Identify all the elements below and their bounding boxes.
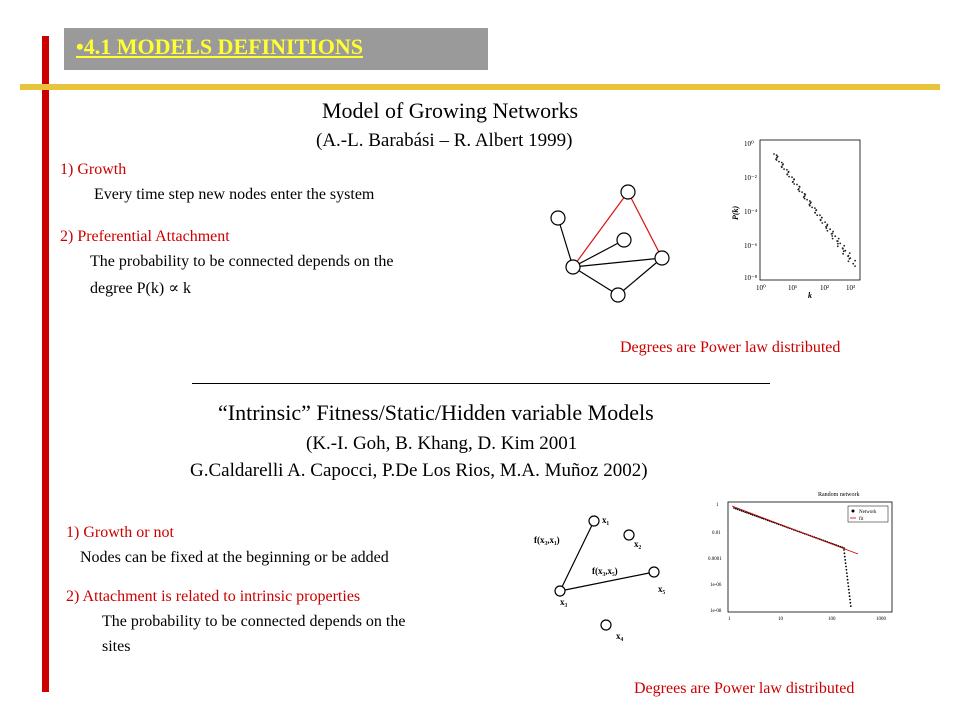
data-point: [848, 585, 850, 587]
xtick: 10⁰: [756, 284, 766, 292]
data-point: [847, 579, 849, 581]
node-label: x₁: [602, 515, 610, 525]
data-point: [850, 602, 852, 604]
data-point: [843, 549, 845, 551]
data-point: [844, 552, 846, 554]
data-point: [799, 190, 801, 192]
plot1-ylabel: P(k): [731, 205, 740, 220]
data-point: [837, 245, 839, 247]
data-point: [821, 222, 823, 224]
ytick: 1e-08: [710, 609, 722, 614]
data-point: [783, 168, 785, 170]
data-point: [806, 199, 808, 201]
node: [624, 530, 634, 540]
data-point: [849, 252, 851, 254]
section1-item1-heading: 1) Growth: [60, 161, 127, 178]
legend-entry: Network: [859, 510, 877, 515]
data-point: [786, 169, 788, 171]
data-point: [847, 582, 849, 584]
data-point: [842, 253, 844, 255]
data-point: [786, 174, 788, 176]
node: [551, 211, 565, 225]
legend-entry: fit: [859, 517, 864, 522]
data-point: [848, 260, 850, 262]
data-point: [852, 263, 854, 265]
data-point: [837, 243, 839, 245]
ytick: 10⁻⁸: [744, 274, 758, 282]
node: [655, 251, 669, 265]
section1-item2-text-line1: The probability to be connected depends on the: [90, 253, 394, 270]
data-point: [782, 164, 784, 166]
section2-authors-line2: G.Caldarelli A. Capocci, P.De Los Rios, M.A. Muñoz 2002): [190, 460, 648, 481]
data-point: [824, 221, 826, 223]
data-point: [827, 230, 829, 232]
node-label: x₄: [616, 631, 624, 641]
data-point: [844, 559, 846, 561]
data-point: [781, 162, 783, 164]
section2-item2-text-line1: The probability to be connected depends on the: [102, 613, 406, 630]
data-point: [854, 260, 856, 262]
node-label: x₅: [658, 584, 666, 594]
data-point: [836, 240, 838, 242]
data-point: [848, 589, 850, 591]
data-point: [776, 157, 778, 159]
data-point: [832, 231, 834, 233]
node: [621, 185, 635, 199]
data-point: [799, 186, 801, 188]
data-point: [843, 245, 845, 247]
data-point: [845, 566, 847, 568]
data-point: [834, 235, 836, 237]
data-point: [791, 176, 793, 178]
data-point: [809, 205, 811, 207]
section2-item2-heading: 2) Attachment is related to intrinsic properties: [66, 588, 361, 605]
ytick: 0.0001: [708, 557, 722, 562]
data-point: [849, 599, 851, 601]
section2-authors-line1: (K.-I. Goh, B. Khang, D. Kim 2001: [306, 433, 578, 454]
data-point: [815, 210, 817, 212]
ytick: 10⁻⁶: [744, 242, 758, 250]
section2-item1-text: Nodes can be fixed at the beginning or be added: [80, 549, 389, 566]
data-point: [846, 572, 848, 574]
data-point: [793, 183, 795, 185]
data-point: [831, 235, 833, 237]
node-label: x₃: [560, 597, 568, 607]
data-point: [792, 181, 794, 183]
xtick: 1000: [876, 617, 886, 622]
data-point: [804, 194, 806, 196]
node: [617, 233, 631, 247]
data-point: [776, 159, 778, 161]
node: [589, 516, 599, 526]
data-point: [781, 166, 783, 168]
data-point: [845, 562, 847, 564]
data-point: [804, 198, 806, 200]
node-label: x₂: [634, 539, 642, 549]
data-point: [801, 191, 803, 193]
section2-item1-heading: 1) Growth or not: [66, 524, 174, 541]
slide-title: •4.1 MODELS DEFINITIONS: [76, 34, 364, 59]
xtick: 1: [728, 617, 731, 622]
header-rule: [20, 84, 940, 90]
section1-authors: (A.-L. Barabási – R. Albert 1999): [316, 130, 573, 151]
data-point: [831, 233, 833, 235]
data-point: [814, 212, 816, 214]
network-diagram-2: [530, 508, 690, 648]
ytick: 0.01: [712, 531, 721, 536]
data-point: [773, 153, 775, 155]
power-law-plot-1: [730, 132, 870, 302]
section1-item1-text: Every time step new nodes enter the system: [94, 186, 375, 203]
data-point: [793, 179, 795, 181]
section2-title: “Intrinsic” Fitness/Static/Hidden variable Models: [218, 400, 654, 425]
data-point: [796, 184, 798, 186]
node: [611, 288, 625, 302]
node: [649, 567, 659, 577]
section2-item2-text-line2: sites: [102, 638, 131, 655]
ytick: 1: [716, 503, 719, 508]
xtick: 10²: [820, 284, 830, 292]
plot2-title: Random network: [818, 492, 860, 498]
data-point: [820, 219, 822, 221]
ytick: 10⁰: [744, 140, 754, 148]
xtick: 10: [778, 617, 783, 622]
section1-caption: Degrees are Power law distributed: [620, 339, 841, 356]
plot1-xlabel: k: [808, 291, 812, 300]
data-point: [811, 207, 813, 209]
data-point: [844, 250, 846, 252]
section-divider: [192, 383, 770, 384]
data-point: [788, 176, 790, 178]
data-point: [825, 226, 827, 228]
section1-item2-text-line2: degree P(k) ∝ k: [90, 280, 192, 297]
node: [566, 260, 580, 274]
data-point: [809, 202, 811, 204]
data-point: [846, 576, 848, 578]
ytick: 10⁻²: [744, 174, 757, 182]
node: [555, 586, 565, 596]
data-point: [814, 207, 816, 209]
data-point: [844, 556, 846, 558]
data-point: [788, 171, 790, 173]
edge-label: f(x₃,x₁): [534, 535, 560, 545]
node: [601, 620, 611, 630]
data-point: [842, 247, 844, 249]
data-point: [838, 238, 840, 240]
data-point: [829, 228, 831, 230]
data-point: [849, 595, 851, 597]
data-point: [839, 243, 841, 245]
section2-caption: Degrees are Power law distributed: [634, 680, 855, 697]
xtick: 10¹: [788, 284, 798, 292]
edge-label: f(x₃,x₅): [592, 566, 618, 576]
data-point: [849, 257, 851, 259]
ytick: 10⁻⁴: [744, 208, 758, 216]
ytick: 1e-06: [710, 583, 722, 588]
section1-item2-heading: 2) Preferential Attachment: [60, 228, 230, 245]
xtick: 100: [828, 617, 836, 622]
data-point: [816, 214, 818, 216]
data-point: [819, 214, 821, 216]
data-point: [843, 250, 845, 252]
xtick: 10³: [846, 284, 856, 292]
data-point: [778, 161, 780, 163]
data-point: [797, 189, 799, 191]
data-point: [846, 569, 848, 571]
data-point: [832, 238, 834, 240]
data-point: [827, 224, 829, 226]
data-point: [803, 196, 805, 198]
data-point: [821, 217, 823, 219]
section1-title: Model of Growing Networks: [322, 98, 579, 123]
left-accent-bar: [42, 36, 49, 692]
data-point: [848, 255, 850, 257]
network-diagram-1: [540, 178, 700, 308]
data-point: [848, 592, 850, 594]
power-law-plot-2: [708, 488, 898, 638]
data-point: [854, 265, 856, 267]
data-point: [850, 605, 852, 607]
